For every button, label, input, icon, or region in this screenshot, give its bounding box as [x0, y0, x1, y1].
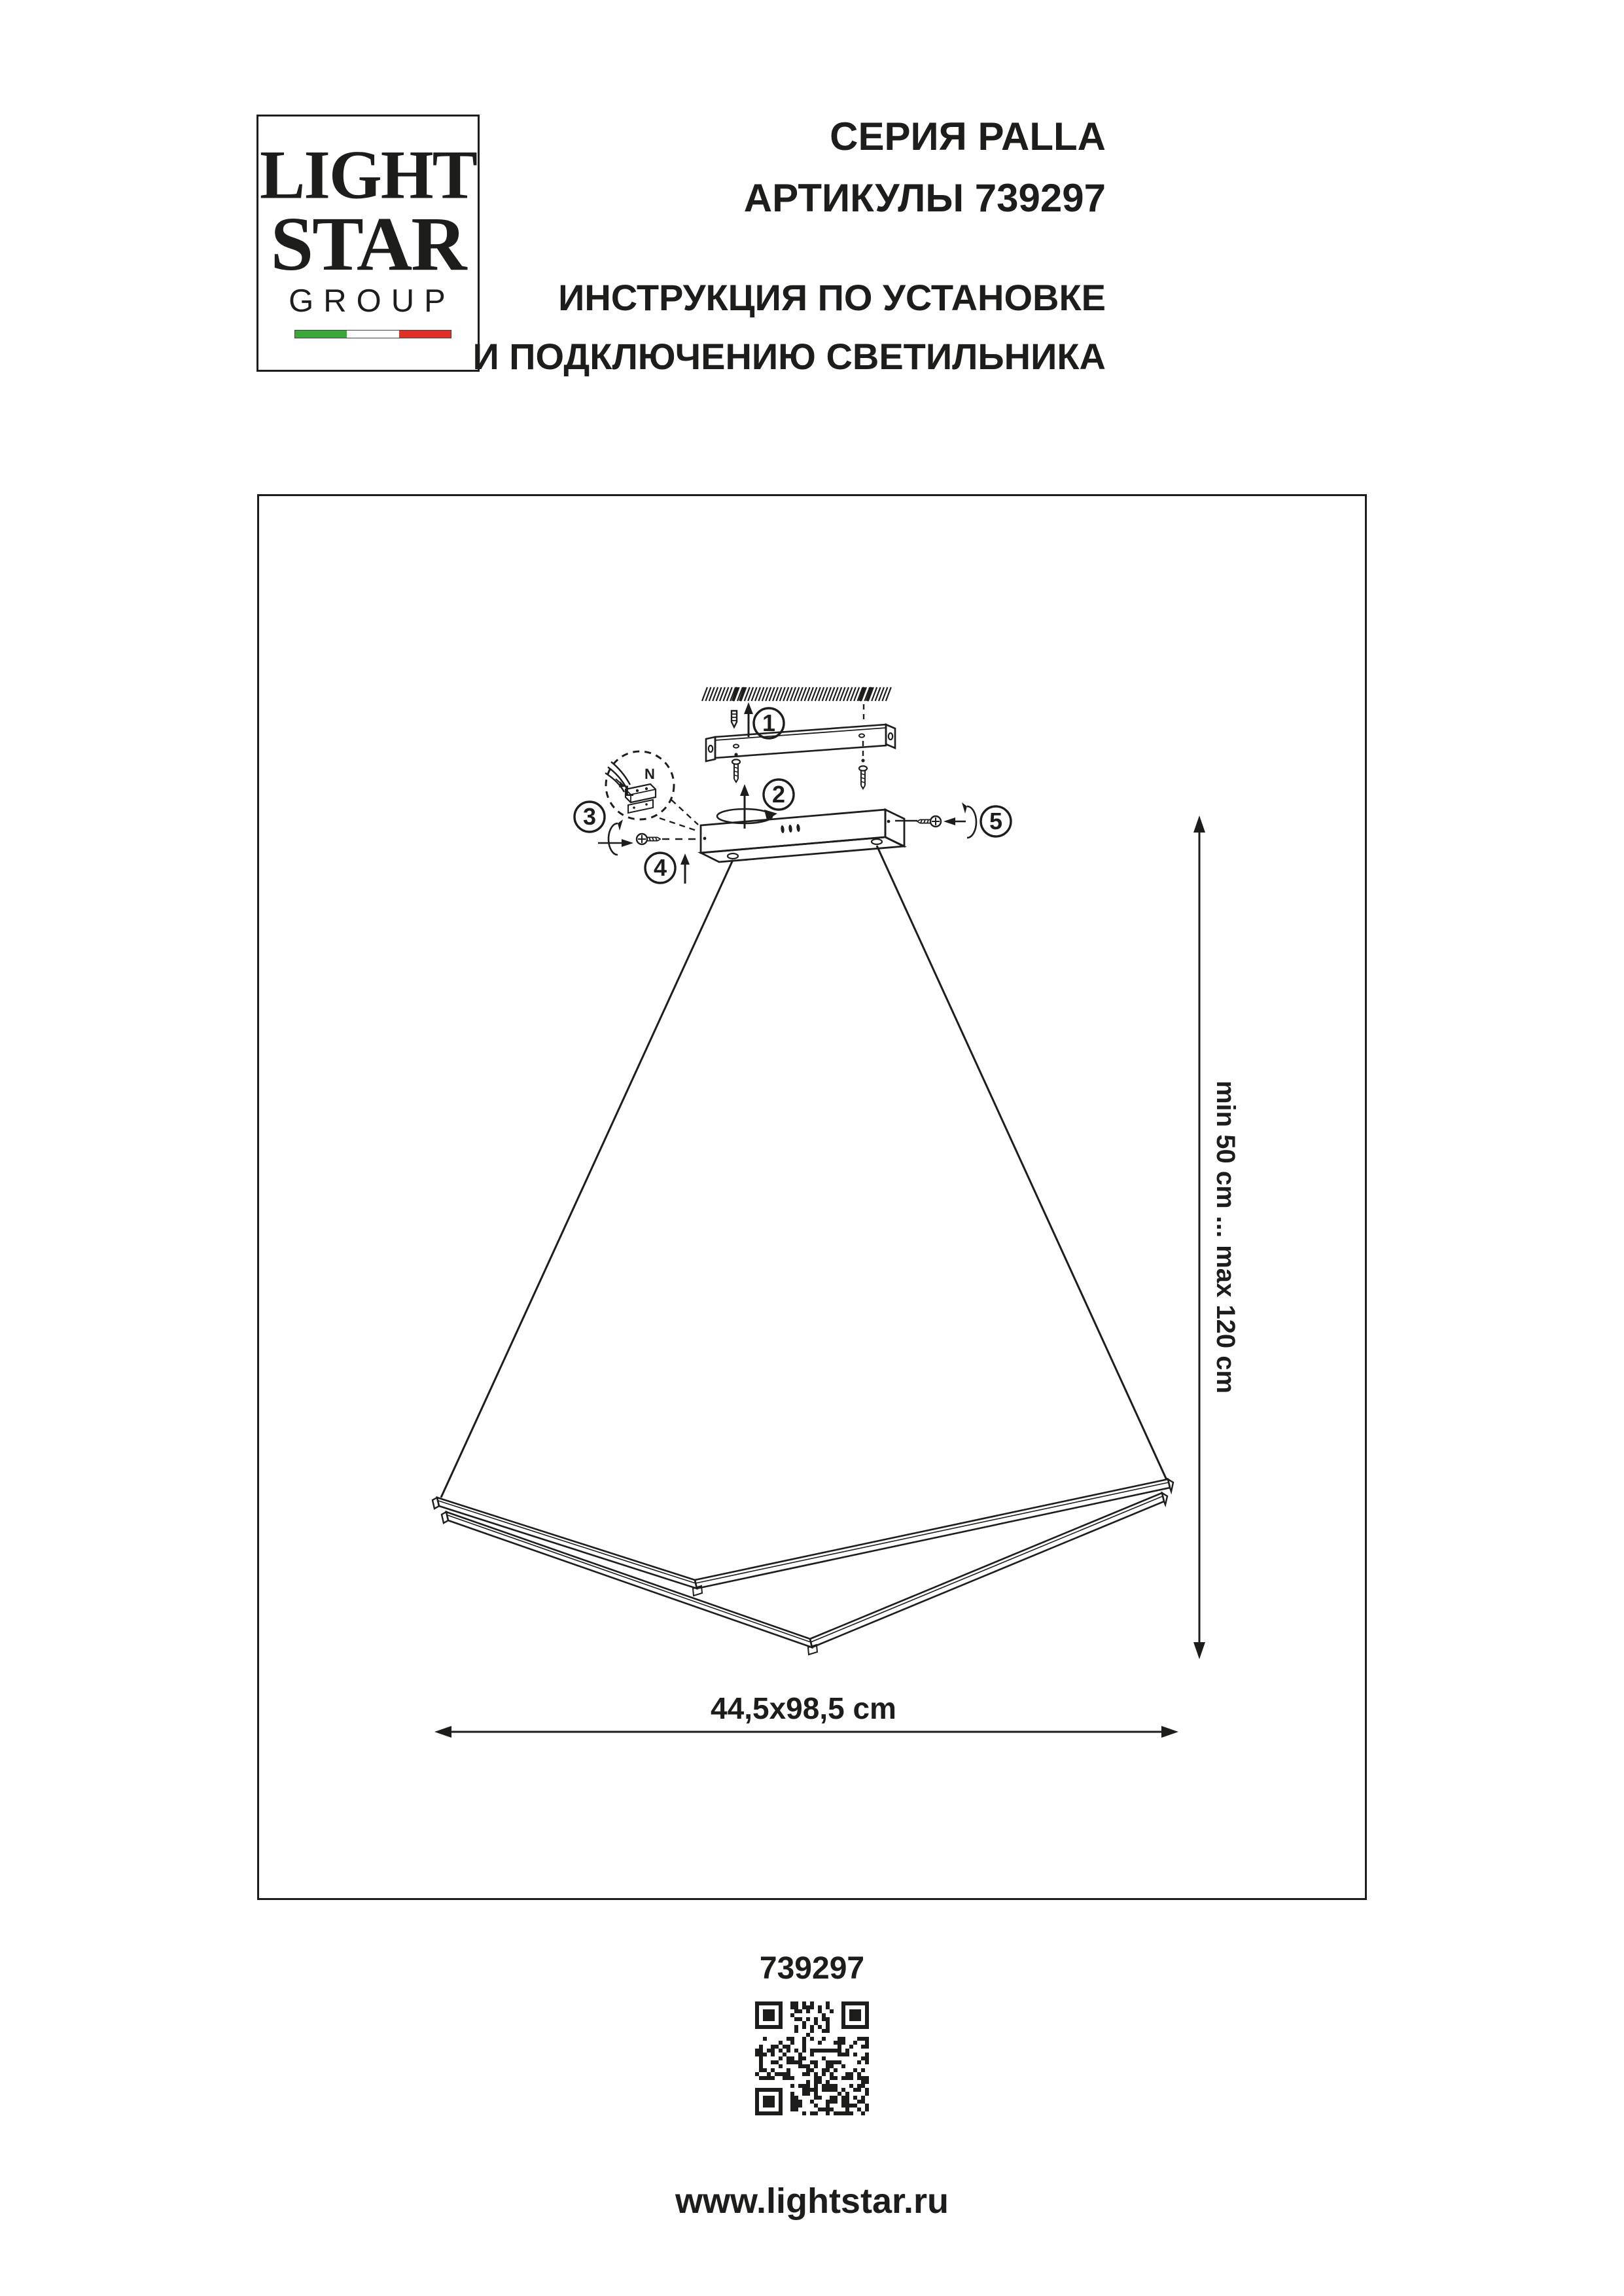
callout-3-number: 3: [582, 803, 597, 830]
suspension-wire-right: [877, 846, 1167, 1480]
suspension-wire-left: [441, 860, 733, 1498]
screw-dot-left: [734, 753, 737, 756]
flag-white-segment: [347, 331, 398, 338]
height-dimension-label: min 50 cm ... max 120 cm: [1211, 1080, 1240, 1394]
footer-article-number: 739297: [759, 1951, 865, 1986]
logo-word-light: LIGHT: [260, 136, 476, 214]
callout-2-number: 2: [771, 781, 786, 808]
rotation-arc-step4: [609, 819, 623, 855]
wire-label-neutral: N: [644, 766, 655, 782]
bracket-screw-left: [732, 759, 740, 782]
flag-green-segment: [295, 331, 347, 338]
push-arrow-step5: [944, 817, 955, 825]
wire-label-live: L: [625, 783, 634, 799]
canopy-screw-left: [637, 834, 660, 844]
callout-4-number: 4: [653, 854, 667, 881]
canopy-box: [701, 810, 904, 862]
screw-dot-right: [861, 759, 864, 762]
wire-gripper-left: [728, 853, 738, 859]
callout-4: [645, 853, 675, 883]
callout-3: [574, 802, 605, 832]
website-url: www.lightstar.ru: [675, 2181, 949, 2221]
mounting-bracket: [706, 725, 895, 761]
header-instruction-block: [472, 268, 1106, 386]
up-arrow-step1: [744, 702, 753, 737]
up-arrow-step4: [680, 853, 690, 884]
callout-1-number: 1: [762, 709, 776, 736]
height-dimension: [1193, 816, 1240, 1659]
detail-pointer-top: [671, 800, 698, 825]
header-series-block: [744, 106, 1106, 229]
article-title: АРТИКУЛЫ 739297: [743, 176, 1106, 220]
instruction-line-1: ИНСТРУКЦИЯ ПО УСТАНОВКЕ: [558, 277, 1106, 318]
italian-flag-stripe: [294, 330, 451, 338]
wiring-detail-circle: [605, 751, 674, 819]
detail-pointer-bottom: [660, 818, 698, 831]
logo-word-star: STAR: [270, 201, 466, 287]
logo-word-group: GROUP: [289, 283, 455, 319]
width-dimension-label: 44,5x98,5 cm: [711, 1691, 896, 1725]
wire-gripper-right: [872, 839, 882, 844]
series-title: СЕРИЯ PALLA: [830, 115, 1106, 158]
callout-2: [764, 780, 794, 810]
vent-slots: [781, 824, 800, 833]
wall-anchor-icon: [732, 711, 737, 727]
qr-code: [755, 2001, 869, 2115]
installation-drawing-frame: [257, 494, 1367, 1900]
installation-diagram: [259, 496, 1365, 1898]
callout-5: [981, 806, 1011, 836]
canopy-left-hole: [703, 837, 707, 840]
bracket-screw-right: [859, 766, 867, 789]
lamp-chevron-lower: [442, 1493, 1167, 1655]
rotation-arc-step5: [962, 802, 976, 838]
canopy-right-hole: [887, 820, 891, 823]
flag-red-segment: [399, 331, 451, 338]
width-dimension: [434, 1691, 1178, 1738]
instruction-line-2: И ПОДКЛЮЧЕНИЮ СВЕТИЛЬНИКА: [472, 336, 1106, 377]
canopy-screw-right: [917, 816, 941, 827]
callout-5-number: 5: [989, 808, 1003, 834]
lightstar-logo: [256, 115, 480, 372]
